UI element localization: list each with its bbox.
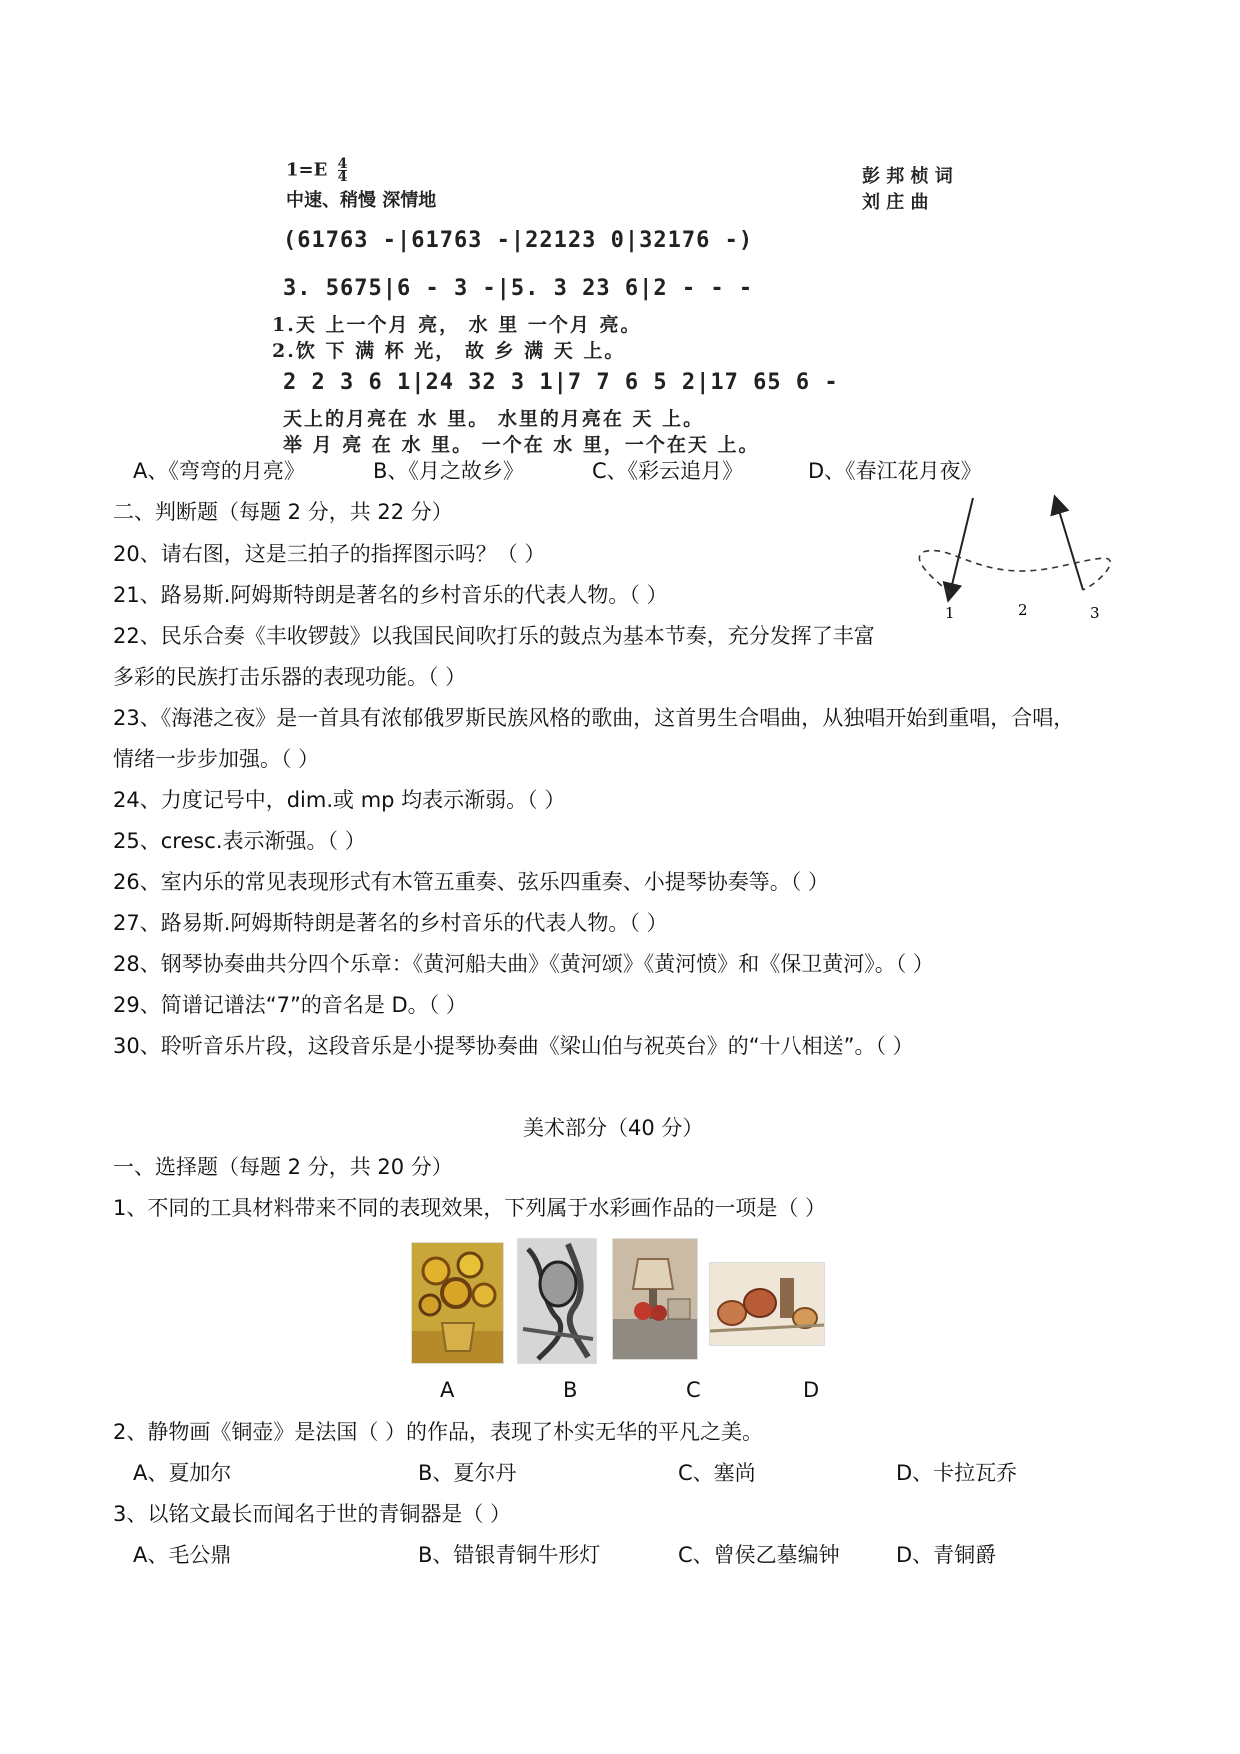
art-q1-label-c: C — [686, 1378, 701, 1402]
score-row-3: 2 2 3 6 1|24 32 3 1|7 7 6 5 2|17 65 6 - — [283, 370, 839, 395]
art-question-3: 3、以铭文最长而闻名于世的青铜器是（ ） — [113, 1502, 512, 1526]
art-q2-option-c: C、塞尚 — [678, 1461, 756, 1485]
art-question-1: 1、不同的工具材料带来不同的表现效果，下列属于水彩画作品的一项是（ ） — [113, 1196, 827, 1220]
art-q2-option-b: B、夏尔丹 — [418, 1461, 517, 1485]
art-q3-option-c: C、曾侯乙墓编钟 — [678, 1543, 840, 1567]
conducting-pattern-diagram — [905, 490, 1120, 625]
art-question-2: 2、静物画《铜壶》是法国（ ）的作品，表现了朴实无华的平凡之美。 — [113, 1420, 764, 1444]
question-22-line-2: 多彩的民族打击乐器的表现功能。（ ） — [113, 665, 467, 689]
score-row-2: 3. 5675|6 - 3 -|5. 3 23 6|2 - - - — [283, 276, 754, 301]
question-20: 20、请右图，这是三拍子的指挥图示吗？（ ） — [113, 542, 546, 566]
q19-option-b: B、《月之故乡》 — [373, 459, 524, 483]
beat-label-1: 1 — [945, 604, 955, 622]
question-21: 21、路易斯.阿姆斯特朗是著名的乡村音乐的代表人物。（ ） — [113, 583, 668, 607]
question-30: 30、聆听音乐片段，这段音乐是小提琴协奏曲《梁山伯与祝英台》的“十八相送”。（ ） — [113, 1034, 914, 1058]
art-section-1-title: 一、选择题（每题 2 分，共 20 分） — [113, 1155, 453, 1179]
art-q1-label-a: A — [440, 1378, 455, 1402]
question-25: 25、cresc.表示渐强。（ ） — [113, 829, 366, 853]
section-title-judgement: 二、判断题（每题 2 分，共 22 分） — [113, 500, 453, 524]
question-26: 26、室内乐的常见表现形式有木管五重奏、弦乐四重奏、小提琴协奏等。（ ） — [113, 870, 829, 894]
question-22-line-1: 22、民乐合奏《丰收锣鼓》以我国民间吹打乐的鼓点为基本节奏，充分发挥了丰富 — [113, 624, 875, 648]
q19-option-a: A、《弯弯的月亮》 — [133, 459, 305, 483]
score-lyrics-4: 举 月 亮 在 水 里。 一个在 水 里，一个在天 上。 — [283, 434, 760, 456]
score-key: 1=E $\frac{4}{4}$ — [286, 156, 348, 185]
score-lyrics-3: 天上的月亮在 水 里。 水里的月亮在 天 上。 — [283, 408, 705, 430]
question-23-line-1: 23、《海港之夜》是一首具有浓郁俄罗斯民族风格的歌曲，这首男生合唱曲，从独唱开始到重唱，合唱， — [113, 706, 1075, 730]
art-q2-option-a: A、夏加尔 — [133, 1461, 232, 1485]
beat-label-3: 3 — [1090, 604, 1100, 622]
art-q1-label-b: B — [563, 1378, 578, 1402]
painting-b-sketch — [517, 1238, 597, 1364]
q19-option-d: D、《春江花月夜》 — [808, 459, 982, 483]
art-section-title: 美术部分（40 分） — [523, 1116, 704, 1140]
score-lyrics-1: 1.天 上一个月 亮， 水 里 一个月 亮。 — [272, 314, 642, 336]
score-composer: 刘 庄 曲 — [862, 192, 929, 213]
question-29: 29、简谱记谱法“7”的音名是 D。（ ） — [113, 993, 467, 1017]
question-28: 28、钢琴协奏曲共分四个乐章：《黄河船夫曲》《黄河颂》《黄河愤》和《保卫黄河》。（ ） — [113, 952, 934, 976]
art-q3-option-b: B、错银青铜牛形灯 — [418, 1543, 601, 1567]
art-q1-label-d: D — [803, 1378, 820, 1402]
score-lyrics-2: 2.饮 下 满 杯 光， 故 乡 满 天 上。 — [272, 340, 626, 362]
beat-label-2: 2 — [1018, 601, 1028, 619]
score-tempo: 中速、稍慢 深情地 — [286, 190, 437, 211]
score-lyricist: 彭 邦 桢 词 — [862, 166, 953, 187]
question-27: 27、路易斯.阿姆斯特朗是著名的乡村音乐的代表人物。（ ） — [113, 911, 668, 935]
q19-option-c: C、《彩云追月》 — [592, 459, 744, 483]
painting-a-sunflowers — [411, 1242, 504, 1364]
downbeat-arrow — [950, 498, 973, 593]
question-23-line-2: 情绪一步步加强。（ ） — [113, 747, 320, 771]
upbeat-arrow — [1057, 504, 1083, 590]
art-q3-option-a: A、毛公鼎 — [133, 1543, 232, 1567]
art-q3-option-d: D、青铜爵 — [896, 1543, 997, 1567]
question-24: 24、力度记号中，dim.或 mp 均表示渐弱。（ ） — [113, 788, 566, 812]
art-q2-option-d: D、卡拉瓦乔 — [896, 1461, 1018, 1485]
painting-d-still-life — [709, 1262, 825, 1346]
score-row-1: (61763 -|61763 -|22123 0|32176 -) — [283, 228, 754, 253]
painting-c-still-life — [612, 1238, 698, 1360]
